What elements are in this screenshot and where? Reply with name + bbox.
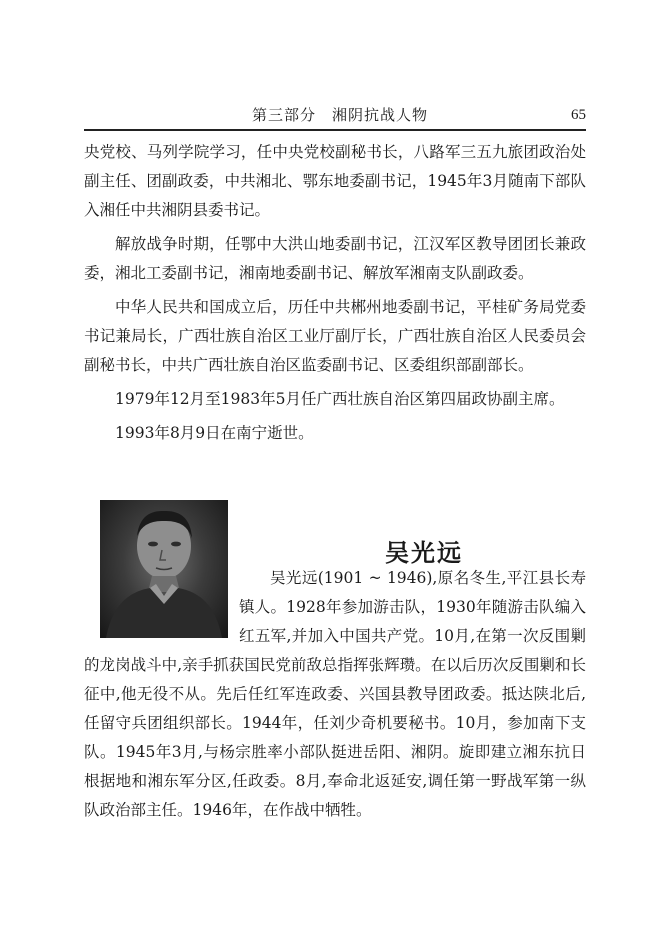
paragraph-cppcc: 1979年12月至1983年5月任广西壮族自治区第四届政协副主席。 bbox=[115, 390, 565, 408]
paragraph-continued: 央党校、马列学院学习，任中央党校副秘书长，八路军三五九旅团政治处副主任、团副政委，中共湘北、鄂东地委副书记，1945年3月随南下部队入湘任中共湘阴县委书记。 bbox=[84, 143, 586, 219]
paragraph-post-1949: 中华人民共和国成立后，历任中共郴州地委副书记，平桂矿务局党委书记兼局长，广西壮族自治区工业厅副厅长，广西壮族自治区人民委员会副秘书长，中共广西壮族自治区监委副书记、区委组织部副部长。 bbox=[84, 298, 586, 374]
profile-name-heading: 吴光远 bbox=[385, 538, 463, 567]
profile-biography bbox=[84, 564, 586, 825]
header-rule bbox=[84, 129, 586, 131]
bio-paragraph: 吴光远(1901 ~ 1946),原名冬生,平江县长寿镇人。1928年参加游击队，1930年随游击队编入红五军,并加入中国共产党。10月,在第一次反围剿的龙岗战斗中,亲手抓获国民党前敌总指挥张辉瓒。在以后历次反围剿和长征中,他无役不从。先后任红军连政委、兴国县教导团政委。抵达陕北后,任留守兵团组织部长。1944年，任刘少奇机要秘书。10月，参加南下支队。1945年3月,与杨宗胜率小部队挺进岳阳、湘阴。旋即建立湘东抗日根据地和湘东军分区,任政委。8月,奉命北返延安,调任第一野战军第一纵队政治部主任。1946年，在作战中牺牲。 bbox=[84, 569, 586, 819]
page-number: 65 bbox=[571, 107, 586, 123]
paragraph-death: 1993年8月9日在南宁逝世。 bbox=[115, 424, 314, 442]
running-header bbox=[84, 104, 586, 132]
portrait-space bbox=[84, 564, 239, 646]
biography-continued bbox=[84, 138, 586, 448]
section-title: 第三部分 湘阴抗战人物 bbox=[252, 106, 429, 124]
paragraph-liberation-war: 解放战争时期，任鄂中大洪山地委副书记，江汉军区教导团团长兼政委，湘北工委副书记，湘南地委副书记、解放军湘南支队副政委。 bbox=[84, 235, 586, 282]
